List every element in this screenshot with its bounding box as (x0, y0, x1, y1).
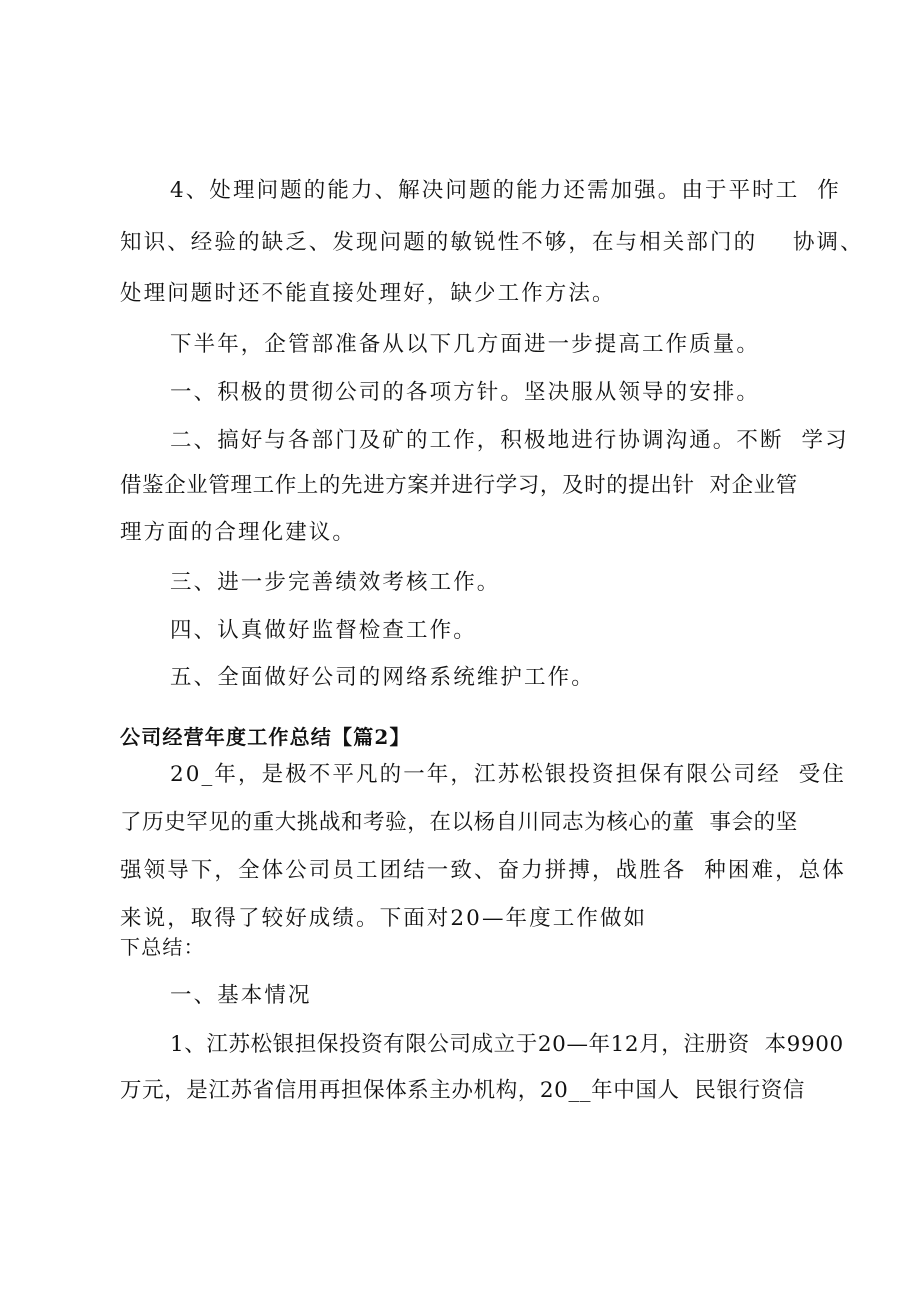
paragraph-item4-line1: 4、处理问题的能力、解决问题的能力还需加强。由于平时工 作 (170, 178, 841, 203)
paragraph-plan-2-line3: 理方面的合理化建议。 (120, 520, 357, 545)
paragraph-item4-line2: 知识、经验的缺乏、发现问题的敏锐性不够，在与相关部门的 协调、 (120, 230, 864, 255)
paragraph-plan-intro: 下半年，企管部准备从以下几方面进一步提高工作质量。 (170, 332, 761, 357)
paragraph-plan-2-line2: 借鉴企业管理工作上的先进方案并进行学习，及时的提出针 对企业管 (120, 473, 798, 498)
paragraph-plan-5: 五、全面做好公司的网络系统维护工作。 (170, 665, 595, 690)
paragraph-item4-line3: 处理问题时还不能直接处理好，缺少工作方法。 (120, 281, 616, 306)
section-title: 公司经营年度工作总结【篇2】 (120, 724, 411, 749)
paragraph-intro-line2: 了历史罕见的重大挑战和考验，在以杨自川同志为核心的董 事会的坚 (120, 810, 798, 835)
paragraph-plan-3: 三、进一步完善绩效考核工作。 (170, 570, 501, 595)
paragraph-intro-line5: 下总结： (120, 935, 205, 959)
paragraph-item1-line1: 1、江苏松银担保投资有限公司成立于20—年12月，注册资 本9900 (170, 1032, 844, 1057)
paragraph-plan-1: 一、积极的贯彻公司的各项方针。坚决服从领导的安排。 (170, 380, 761, 405)
paragraph-intro-line1: 20_年，是极不平凡的一年，江苏松银投资担保有限公司经 受住 (170, 762, 846, 787)
paragraph-plan-4: 四、认真做好监督检查工作。 (170, 618, 477, 643)
subheading-basic-info: 一、基本情况 (170, 983, 312, 1008)
paragraph-item1-line2: 万元，是江苏省信用再担保体系主办机构，20__年中国人 民银行资信 (120, 1078, 805, 1103)
paragraph-intro-line3: 强领导下，全体公司员工团结一致、奋力拼搏，战胜各 种困难，总体 (120, 858, 846, 883)
paragraph-plan-2-line1: 二、搞好与各部门及矿的工作，积极地进行协调沟通。不断 学习 (170, 428, 849, 453)
paragraph-intro-line4: 来说，取得了较好成绩。下面对20—年度工作做如 (120, 906, 648, 931)
